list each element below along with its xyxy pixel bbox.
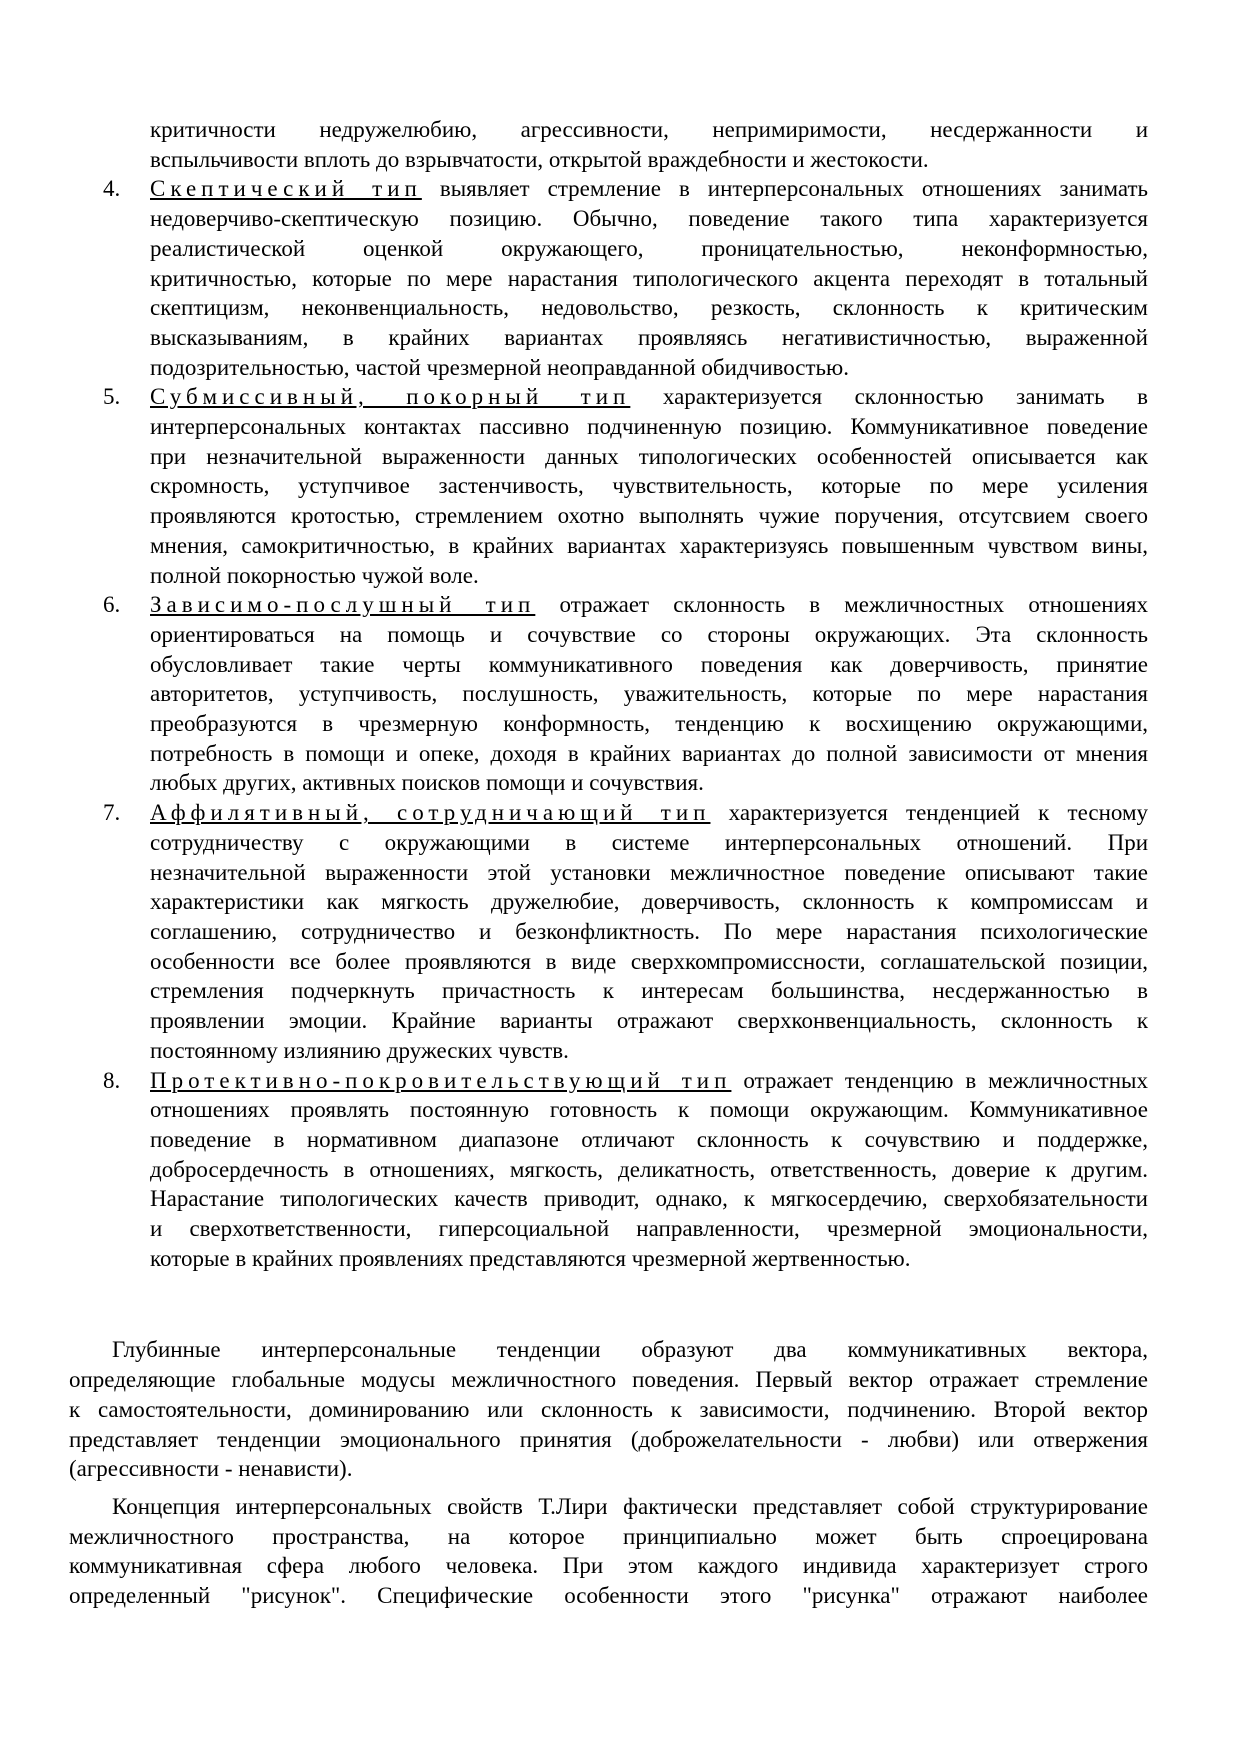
text-line: проявляются кротостью, стремлением охотно выполнять чужие поручения, отсутсвием своего (150, 503, 1148, 529)
text-line: представляет тенденции эмоционального принятия (доброжелательности - любви) или отвержения (69, 1426, 1148, 1452)
item-first-line (150, 590, 1148, 620)
item-first-line (150, 1066, 1148, 1096)
text-line: скептицизм, неконвенциальность, недовольство, резкость, склонность к критическим (150, 295, 1148, 321)
paragraph-2 (69, 1492, 1148, 1611)
item-first-line (150, 798, 1148, 828)
item-heading: Зависимо-послушный тип (150, 592, 536, 618)
text-line: подозрительностью, частой чрезмерной неоправданной обидчивостью. (150, 354, 849, 380)
text-line: недоверчиво-скептическую позицию. Обычно, поведение такого типа характеризуется (150, 206, 1148, 232)
text-line: проявлении эмоции. Крайние варианты отражают сверхконвенциальность, склонность к (150, 1008, 1148, 1034)
text-line: любых других, активных поисков помощи и сочувствия. (150, 770, 704, 796)
item-heading: Субмиссивный, покорный тип (150, 384, 631, 410)
text-line: Нарастание типологических качеств приводит, однако, к мягкосердечию, сверхобязательности (150, 1186, 1148, 1212)
text-line: потребность в помощи и опеке, доходя в крайних вариантах до полной зависимости от мнения (150, 740, 1148, 766)
list-item-4 (69, 174, 1148, 382)
paragraph-text (69, 1522, 1148, 1581)
paragraph-text (69, 1365, 1148, 1454)
text-line: определяющие глобальные модусы межличностного поведения. Первый вектор отражает стремление (69, 1367, 1148, 1393)
text-line: стремления подчеркнуть причастность к интересам большинства, несдержанностью в (150, 978, 1148, 1004)
text-line: интерперсональных контактах пассивно подчиненную позицию. Коммуникативное поведение (150, 414, 1148, 440)
text-line: постоянному излиянию дружеских чувств. (150, 1037, 569, 1063)
paragraph-last-line: (агрессивности - ненависти). (69, 1456, 353, 1482)
paragraph-first-line: Глубинные интерперсональные тенденции образуют два коммуникативных вектора, (112, 1337, 1148, 1363)
text-line: коммуникативная сфера любого человека. При этом каждого индивида характеризует строго (69, 1553, 1148, 1579)
paragraph-last-line: определенный "рисунок". Специфические особенности этого "рисунка" отражают наиболее (69, 1583, 1148, 1609)
item-heading-rest: отражает тенденцию в межличностных (731, 1067, 1148, 1093)
text-line: при незначительной выраженности данных типологических особенностей описывается как (150, 443, 1148, 469)
text-line: незначительной выраженности этой установки межличностное поведение описывают такие (150, 859, 1148, 885)
item-first-line (150, 382, 1148, 412)
item-number: 6. (103, 592, 121, 618)
item-number: 8. (103, 1067, 121, 1093)
item-text (150, 412, 1148, 561)
text-line: характеристики как мягкость дружелюбие, доверчивость, склонность к компромиссам и (150, 889, 1148, 915)
closing-paragraphs (69, 1335, 1148, 1610)
text-line: критичности недружелюбию, агрессивности, непримиримости, несдержанности и (150, 117, 1148, 142)
list-item-8 (69, 1066, 1148, 1274)
item-heading: Скептический тип (150, 176, 422, 202)
paragraph-1 (69, 1335, 1148, 1484)
item-number: 7. (103, 800, 121, 826)
text-line: высказываниям, в крайних вариантах проявляясь негативистичностью, выраженной (150, 324, 1148, 350)
item-text (150, 204, 1148, 353)
item-heading-rest: выявляет стремление в интерперсональных отношениях занимать (421, 176, 1148, 202)
text-line: особенности все более проявляются в виде сверхкомпромиссности, соглашательской позиции, (150, 948, 1148, 974)
paragraph-first-line: Концепция интерперсональных свойств Т.Лири фактически представляет собой структурирование (112, 1493, 1148, 1519)
item-number: 5. (103, 384, 121, 410)
item-first-line (150, 174, 1148, 204)
item-heading-rest: отражает склонность в межличностных отношениях (535, 592, 1148, 618)
item-heading: Аффилятивный, сотрудничающий тип (150, 800, 711, 826)
item-text (150, 828, 1148, 1036)
item-heading-rest: характеризуется склонностью занимать в (630, 384, 1148, 410)
item-number: 4. (103, 176, 121, 202)
text-line: реалистической оценкой окружающего, проницательностью, неконформностью, (150, 235, 1148, 261)
text-line: полной покорностью чужой воле. (150, 562, 479, 588)
text-line: критичностью, которые по мере нарастания типологического акцента переходят в тотальный (150, 265, 1148, 291)
list-item-3-continuation (69, 115, 1148, 174)
text-line: преобразуются в чрезмерную конформность, тенденцию к восхищению окружающими, (150, 711, 1148, 737)
item-heading-rest: характеризуется тенденцией к тесному (710, 800, 1148, 826)
text-line: авторитетов, уступчивость, послушность, уважительность, которые по мере нарастания (150, 681, 1148, 707)
text-line: к самостоятельности, доминированию или склонность к зависимости, подчинению. Второй вектор (69, 1396, 1148, 1422)
item-text (150, 1095, 1148, 1244)
text-line: добросердечность в отношениях, мягкость, деликатность, ответственность, доверие к другим. (150, 1156, 1148, 1182)
list-item-6 (69, 590, 1148, 798)
text-line: и сверхответственности, гиперсоциальной направленности, чрезмерной эмоциональности, (150, 1216, 1148, 1242)
item-text (150, 620, 1148, 769)
item-heading: Протективно-покровительствующий тип (150, 1067, 732, 1093)
text-line: скромность, уступчивое застенчивость, чувствительность, которые по мере усиления (150, 473, 1148, 499)
text-line: которые в крайних проявлениях представляются чрезмерной жертвенностью. (150, 1245, 911, 1271)
text-line: мнения, самокритичностью, в крайних вариантах характеризуясь повышенным чувством вины, (150, 532, 1148, 558)
text-line: поведение в нормативном диапазоне отличают склонность к сочувствию и поддержке, (150, 1126, 1148, 1152)
text-line: ориентироваться на помощь и сочувствие со стороны окружающих. Эта склонность (150, 621, 1148, 647)
text-line: обусловливает такие черты коммуникативного поведения как доверчивость, принятие (150, 651, 1148, 677)
text-line: вспыльчивости вплоть до взрывчатости, открытой враждебности и жестокости. (150, 146, 929, 172)
list-item-7 (69, 798, 1148, 1065)
page-content (69, 115, 1148, 1611)
text-line: соглашению, сотрудничество и безконфликтность. По мере нарастания психологические (150, 918, 1148, 944)
list-item-5 (69, 382, 1148, 590)
item-text (150, 115, 1148, 145)
text-line: сотрудничеству с окружающими в системе интерперсональных отношений. При (150, 829, 1148, 855)
text-line: межличностного пространства, на которое принципиально может быть спроецирована (69, 1523, 1148, 1549)
text-line: отношениях проявлять постоянную готовность к помощи окружающим. Коммуникативное (150, 1097, 1148, 1123)
